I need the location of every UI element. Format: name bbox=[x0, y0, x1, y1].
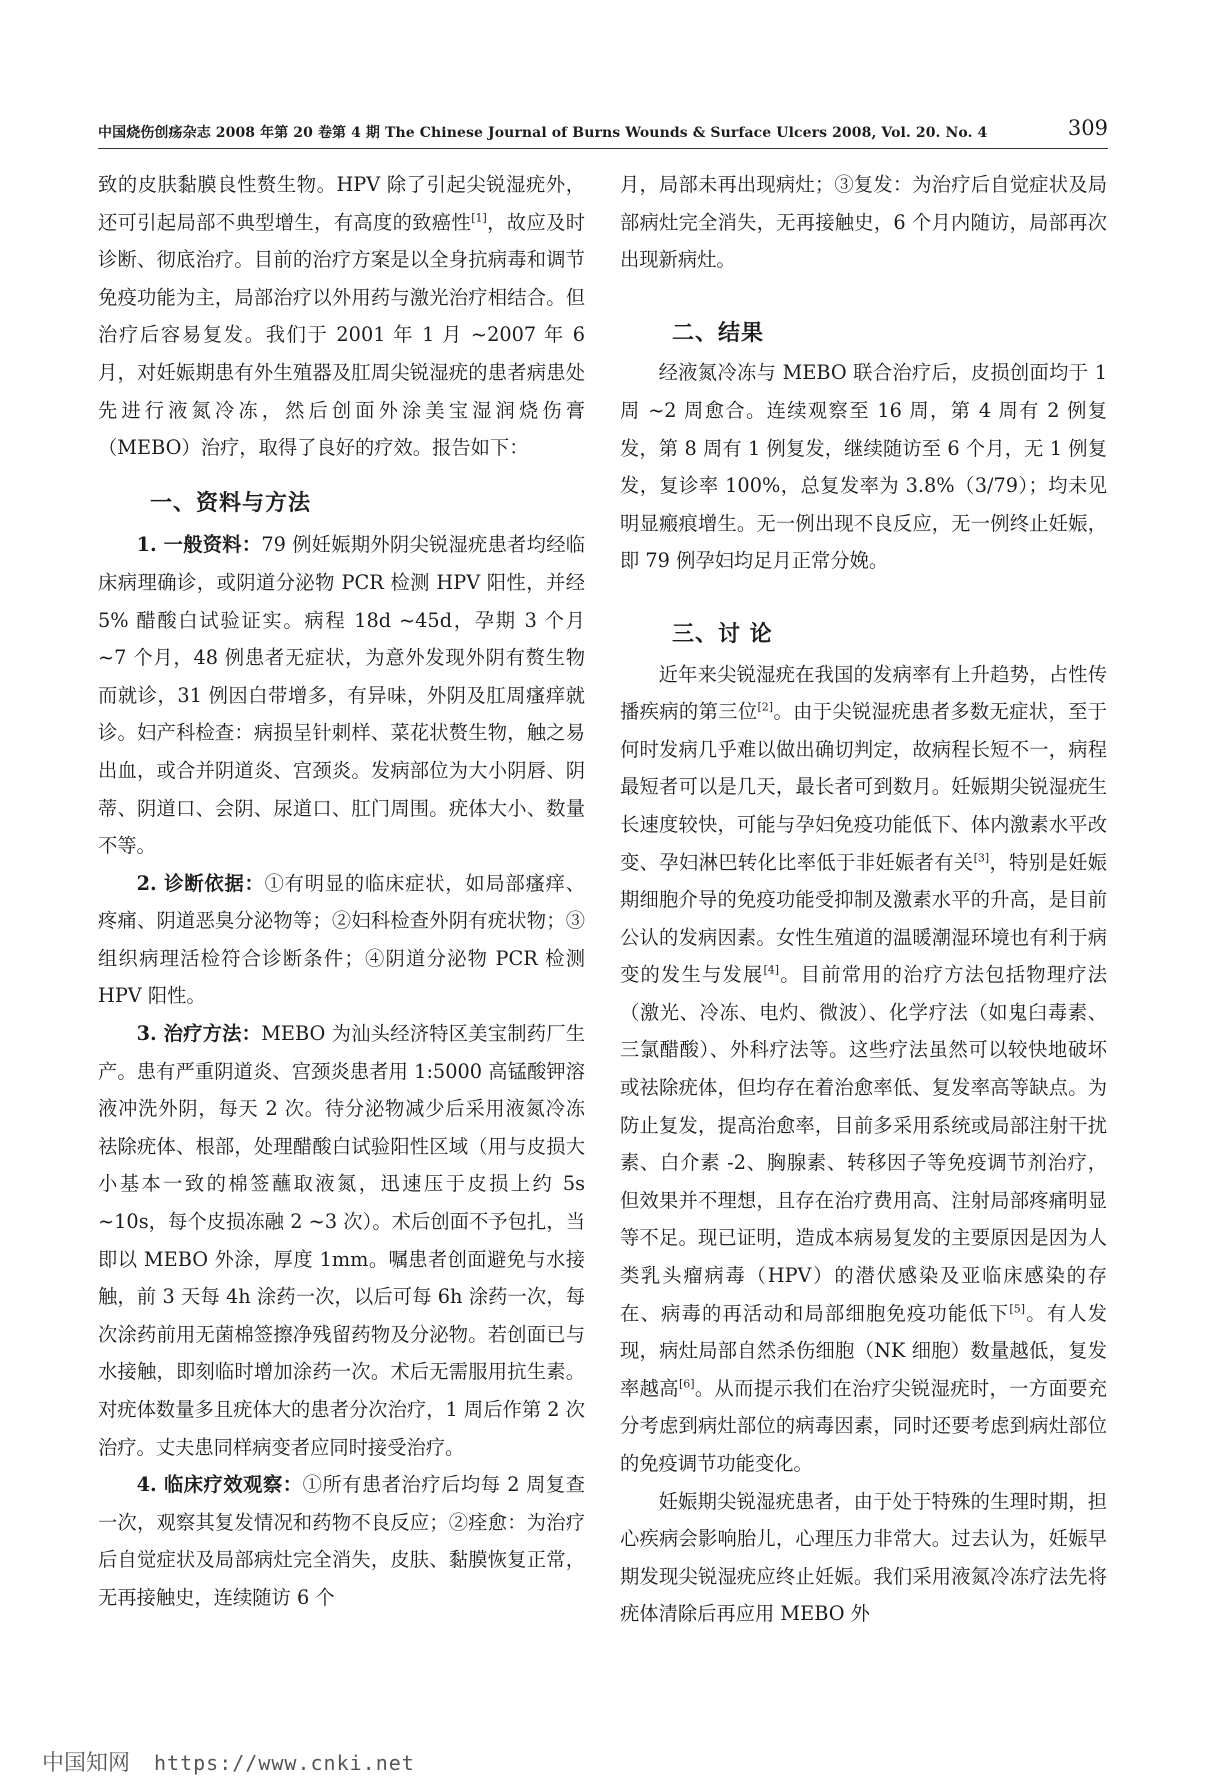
journal-header-text: 中国烧伤创疡杂志 2008 年第 20 卷第 4 期 The Chinese Journal of Burns Wounds & Surface Ulcers 2008, Vol. 20. No. 4 bbox=[98, 125, 988, 141]
section-heading-results: 二、结果 bbox=[672, 319, 765, 346]
intro-paragraph: 致的皮肤黏膜良性赘生物。HPV 除了引起尖锐湿疣外，还可引起局部不典型增生，有高度的致癌性[1]，故应及时诊断、彻底治疗。目前的治疗方案是以全身抗病毒和调节免疫功能为主，局部治疗以外用药与激光治疗相结合。但治疗后容易复发。我们于 2001 年 1 月 ~2007 年 6 月，对妊娠期患有外生殖器及肛周尖锐湿疣的患者病患处先进行液氮冷冻，然后创面外涂美宝湿润烧伤膏（MEBO）治疗，取得了良好的疗效。报告如下： bbox=[98, 173, 586, 460]
section-heading-discussion: 三、讨 论 bbox=[672, 620, 773, 647]
header-rule bbox=[98, 148, 1108, 149]
page-number: 309 bbox=[1067, 116, 1108, 140]
citation-6[interactable]: [6] bbox=[678, 1377, 695, 1391]
cnki-watermark bbox=[42, 1746, 415, 1777]
cnki-site-name: 中国知网 bbox=[42, 1751, 131, 1776]
results-paragraph: 经液氮冷冻与 MEBO 联合治疗后，皮损创面均于 1 周 ~2 周愈合。连续观察至 16 周，第 4 周有 2 例复发，第 8 周有 1 例复发，继续随访至 6 个月，无 1 例复发，复诊率 100%，总复发率为 3.8%（3/79）；均未见明显瘢痕增生。无一例出现不良反应，无一例终止妊娠，即 79 例孕妇均足月正常分娩。 bbox=[620, 361, 1107, 573]
observation-label: 4. 临床疗效观察： bbox=[136, 1473, 303, 1497]
continued-paragraph: 月，局部未再出现病灶；③复发：为治疗后自觉症状及局部病灶完全消失，无再接触史，6 个月内随访，局部再次出现新病灶。 bbox=[620, 173, 1107, 272]
diagnosis-paragraph: 2. 诊断依据：①有明显的临床症状，如局部瘙痒、疼痛、阴道恶臭分泌物等；②妇科检查外阴有疣状物；③组织病理活检符合诊断条件；④阴道分泌物 PCR 检测 HPV 阳性。 bbox=[98, 871, 586, 1008]
treatment-paragraph: 3. 治疗方法：MEBO 为汕头经济特区美宝制药厂生产。患有严重阴道炎、宫颈炎患者用 1:5000 高锰酸钾溶液冲洗外阴，每天 2 次。待分泌物减少后采用液氮冷冻祛除疣体、根部，处理醋酸白试验阳性区域（用与皮损大小基本一致的棉签蘸取液氮，迅速压于皮损上约 5s ~10s，每个皮损冻融 2 ~3 次）。术后创面不予包扎，当即以 MEBO 外涂，厚度 1mm。嘱患者创面避免与水接触，前 3 天每 4h 涂药一次，以后可每 6h 涂药一次，每次涂药前用无菌棉签擦净残留药物及分泌物。若创面已与水接触，即刻临时增加涂药一次。术后无需服用抗生素。对疣体数量多且疣体大的患者分次治疗，1 周后作第 2 次治疗。丈夫患同样病变者应同时接受治疗。 bbox=[98, 1022, 586, 1459]
citation-3[interactable]: [3] bbox=[973, 851, 990, 865]
general-data-label: 1. 一般资料： bbox=[136, 533, 262, 557]
discussion-paragraph-2: 妊娠期尖锐湿疣患者，由于处于特殊的生理时期，担心疾病会影响胎儿，心理压力非常大。过去认为，妊娠早期发现尖锐湿疣应终止妊娠。我们采用液氮冷冻疗法先将疣体清除后再应用 MEBO 外 bbox=[620, 1489, 1107, 1626]
left-column bbox=[98, 166, 585, 1617]
observation-paragraph: 4. 临床疗效观察：①所有患者治疗后均每 2 周复查一次，观察其复发情况和药物不良反应；②痊愈：为治疗后自觉症状及局部病灶完全消失，皮肤、黏膜恢复正常，无再接触史，连续随访 6 个 bbox=[98, 1473, 586, 1609]
running-header bbox=[98, 118, 1108, 148]
diagnosis-label: 2. 诊断依据： bbox=[136, 871, 265, 895]
right-column bbox=[620, 166, 1107, 1633]
section-heading-methods: 一、资料与方法 bbox=[150, 489, 312, 516]
citation-1[interactable]: [1] bbox=[471, 211, 487, 225]
discussion-paragraph-1: 近年来尖锐湿疣在我国的发病率有上升趋势，占性传播疾病的第三位[2]。由于尖锐湿疣患者多数无症状，至于何时发病几乎难以做出确切判定，故病程长短不一，病程最短者可以是几天，最长者可到数月。妊娠期尖锐湿疣生长速度较快，可能与孕妇免疫功能低下、体内激素水平改变、孕妇淋巴转化比率低于非妊娠者有关[3]，特别是妊娠期细胞介导的免疫功能受抑制及激素水平的升高，是目前公认的发病因素。女性生殖道的温暖潮湿环境也有利于病变的发生与发展[4]。目前常用的治疗方法包括物理疗法（激光、冷冻、电灼、微波）、化学疗法（如鬼臼毒素、三氯醋酸）、外科疗法等。这些疗法虽然可以较快地破坏或祛除疣体，但均存在着治愈率低、复发率高等缺点。为防止复发，提高治愈率，目前多采用系统或局部注射干扰素、白介素 -2、胸腺素、转移因子等免疫调节剂治疗，但效果并不理想，且存在治疗费用高、注射局部疼痛明显等不足。现已证明，造成本病易复发的主要原因是因为人类乳头瘤病毒（HPV）的潜伏感染及亚临床感染的存在、病毒的再活动和局部细胞免疫功能低下[5]。有人发现，病灶局部自然杀伤细胞（NK 细胞）数量越低，复发率越高[6]。从而提示我们在治疗尖锐湿疣时，一方面要充分考虑到病灶部位的病毒因素，同时还要考虑到病灶部位的免疫调节功能变化。 bbox=[620, 662, 1108, 1475]
cnki-url[interactable]: https://www.cnki.net bbox=[154, 1751, 415, 1775]
general-data-paragraph: 1. 一般资料：79 例妊娠期外阴尖锐湿疣患者均经临床病理确诊，或阴道分泌物 PCR 检测 HPV 阳性，并经 5% 醋酸白试验证实。病程 18d ~45d，孕期 3 个月 ~7 个月，48 例患者无症状，为意外发现外阴有赘生物而就诊，31 例因白带增多，有异味，外阴及肛周瘙痒就诊。妇产科检查：病损呈针刺样、菜花状赘生物，触之易出血，或合并阴道炎、宫颈炎。发病部位为大小阴唇、阴蒂、阴道口、会阴、尿道口、肛门周围。疣体大小、数量不等。 bbox=[98, 533, 586, 858]
citation-2[interactable]: [2] bbox=[757, 700, 774, 714]
citation-5[interactable]: [5] bbox=[1009, 1302, 1026, 1316]
treatment-label: 3. 治疗方法： bbox=[136, 1022, 262, 1046]
citation-4[interactable]: [4] bbox=[763, 963, 780, 977]
